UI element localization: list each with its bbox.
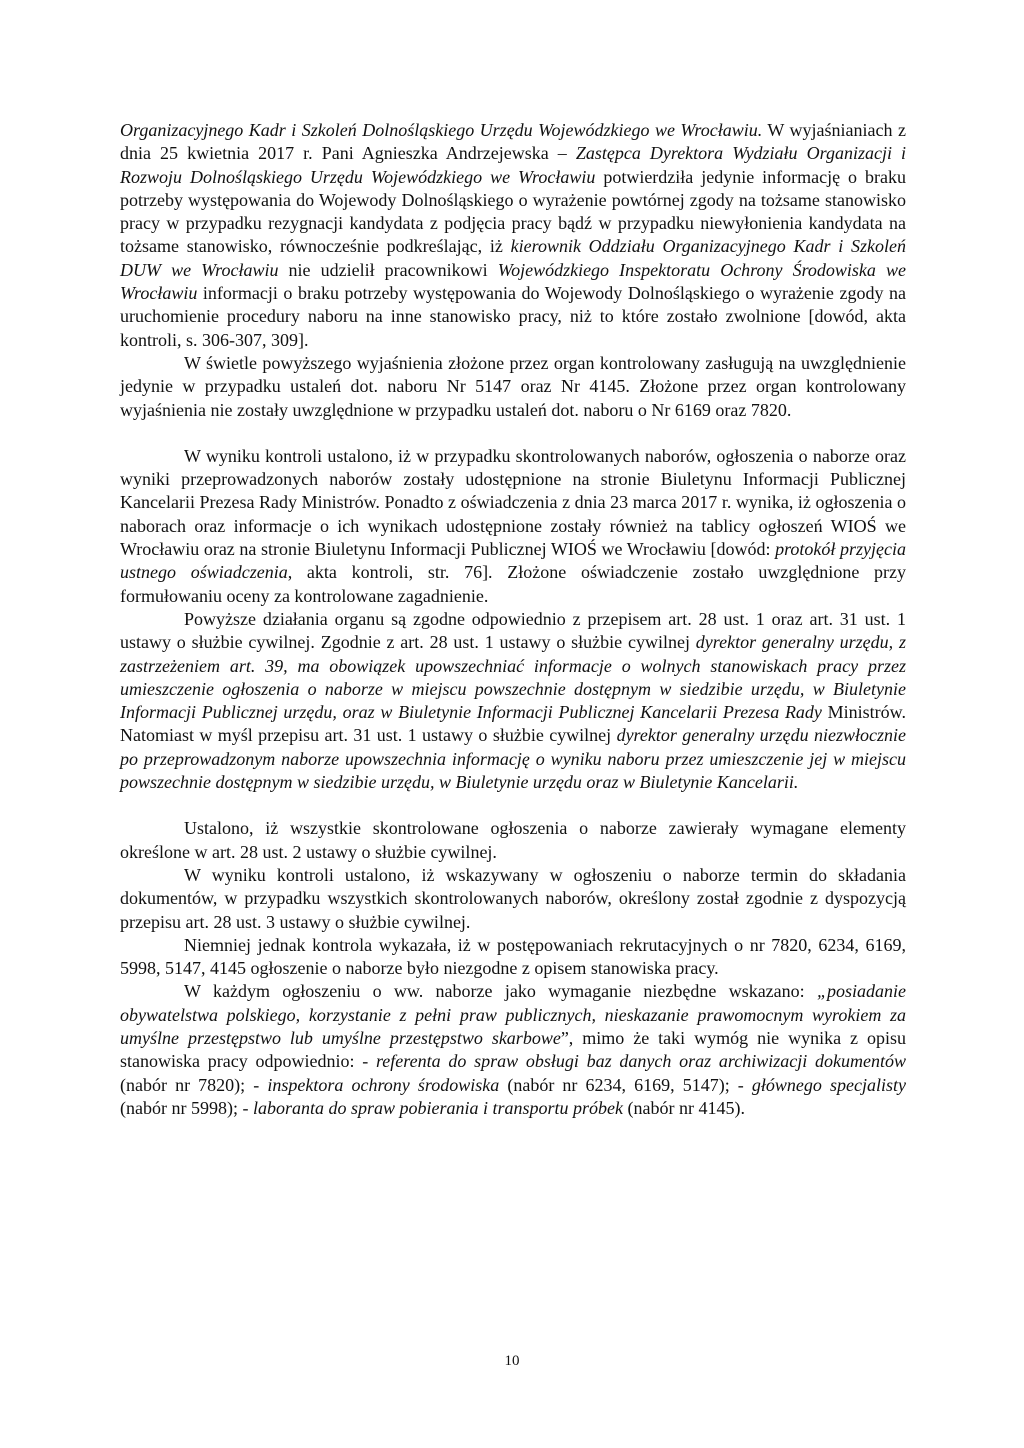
page-number: 10 xyxy=(504,1353,520,1369)
text-span: (nabór nr 5998); - xyxy=(120,1097,253,1118)
text-span: (nabór nr 6234, 6169, 5147); - xyxy=(499,1074,752,1095)
text-span: Niemniej jednak kontrola wykazała, iż w postępowaniach rekrutacyjnych o nr 7820, 6234, 6169, 5998, 5147, 4145 ogłoszenie o naborze było niezgodne z opisem stanowiska pracy. xyxy=(120,934,906,979)
text-span: , akta kontroli, str. 76]. Złożone oświadczenie zostało uwzględnione przy formułowaniu oceny za kontrolowane zagadnienie. xyxy=(120,562,907,606)
document-body xyxy=(120,119,906,1120)
paragraph-explanations-assessment xyxy=(120,352,906,422)
paragraph-bip-publication xyxy=(120,445,906,608)
text-span: W każdym ogłoszeniu o ww. naborze jako wymaganie niezbędne wskazano: xyxy=(184,981,817,1002)
italic-span: protokół przyjęcia ustnego oświadczenia xyxy=(120,539,906,583)
italic-span: „posiadanie obywatelstwa polskiego, korzystanie z pełni praw publicznych, nieskazanie prawomocnym wyrokiem za umyślne przestępstwo lub umyślne przestępstwo skarbowe xyxy=(120,981,906,1048)
italic-span: dyrektor generalny urzędu, z zastrzeżeniem art. 39, ma obowiązek upowszechniać informacje o wolnych stanowiskach pracy przez umieszczenie ogłoszenia o naborze w miejscu powszechnie dostępnym w siedzibie urzędu, w Biuletynie Informacji Publicznej urzędu, oraz w Biuletynie Informacji Publicznej Kancelarii Prezesa Rady xyxy=(120,632,906,723)
italic-span: kierownik Oddziału Organizacyjnego Kadr i Szkoleń DUW we Wrocławiu xyxy=(120,236,906,280)
text-span: ”, mimo że taki wymóg nie wynika z opisu stanowiska pracy odpowiednio: - xyxy=(120,1027,906,1072)
text-span: W wyniku kontroli ustalono, iż w przypadku skontrolowanych naborów, ogłoszenia o naborze oraz wyniki przeprowadzonych naborów zostały udostępnione na stronie Biuletynu Informacji Publicznej Kancelarii Prezesa Rady Ministrów. Ponadto z oświadczenia z dnia 23 marca 2017 r. wynika, iż ogłoszenia o naborach oraz informacje o ich wynikach udostępnione zostały również na tablicy ogłoszeń WIOŚ we Wrocławiu oraz na stronie Biuletynu Informacji Publicznej WIOŚ we Wrocławiu [dowód: xyxy=(120,445,906,560)
text-span: W świetle powyższego wyjaśnienia złożone przez organ kontrolowany zasługują na uwzględnienie jedynie w przypadku ustaleń dot. naboru Nr 5147 oraz Nr 4145. Złożone przez organ kontrolowany wyjaśnienia nie zostały uwzględnione w przypadku ustaleń dot. naboru o Nr 6169 oraz 7820. xyxy=(120,352,906,420)
text-span: (nabór nr 7820); - xyxy=(120,1074,268,1095)
text-span: Ustalono, iż wszystkie skontrolowane ogłoszenia o naborze zawierały wymagane elementy określone w art. 28 ust. 2 ustawy o służbie cywilnej. xyxy=(120,818,906,862)
text-span: (nabór nr 4145). xyxy=(623,1097,745,1118)
paragraph-legal-basis xyxy=(120,608,906,794)
paragraph-gap xyxy=(120,422,906,445)
text-span: Ministrów. Natomiast w myśl przepisu art. 31 ust. 1 ustawy o służbie cywilnej xyxy=(120,702,906,746)
text-span: potwierdziła jedynie informację o braku potrzeby występowania do Wojewody Dolnośląskiego o wyrażenie powtórnej zgody na tożsame stanowisko pracy w przypadku rezygnacji kandydata z podjęcia pracy bądź w przypadku niewyłonienia kandydata na tożsame stanowisko, równocześnie podkreślając, iż xyxy=(120,166,906,257)
paragraph-inconsistency-finding xyxy=(120,934,906,981)
italic-span: Zastępca Dyrektora Wydziału Organizacji i Rozwoju Dolnośląskiego Urzędu Wojewódzkiego we Wrocławiu xyxy=(120,143,906,187)
paragraph-oddzial-explanation xyxy=(120,119,906,352)
paragraph-required-elements xyxy=(120,817,906,864)
italic-span: dyrektor generalny urzędu niezwłocznie po przeprowadzonym naborze upowszechnia informację o wyniku naboru przez umieszczenie jej w miejscu powszechnie dostępnym w siedzibie urzędu, w Biuletynie urzędu oraz w Biuletynie Kancelarii. xyxy=(120,725,906,793)
italic-span: Wojewódzkiego Inspektoratu Ochrony Środowiska we Wrocławiu xyxy=(120,259,906,304)
text-span: W wyjaśnianiach z dnia 25 kwietnia 2017 r. Pani Agnieszka Andrzejewska – xyxy=(120,120,906,164)
italic-span: głównego specjalisty xyxy=(751,1074,906,1095)
text-span: Powyższe działania organu są zgodne odpowiednio z przepisem art. 28 ust. 1 oraz art. 31 ust. 1 ustawy o służbie cywilnej. Zgodnie z art. 28 ust. 1 ustawy o służbie cywilnej xyxy=(120,608,906,653)
italic-span: referenta do spraw obsługi baz danych oraz archiwizacji dokumentów xyxy=(375,1051,906,1072)
text-span: W wyniku kontroli ustalono, iż wskazywany w ogłoszeniu o naborze termin do składania dokumentów, w przypadku wszystkich skontrolowanych naborów, określony został zgodnie z dyspozycją przepisu art. 28 ust. 3 ustawy o służbie cywilnej. xyxy=(120,864,906,932)
italic-span: Organizacyjnego Kadr i Szkoleń Dolnośląskiego Urzędu Wojewódzkiego we Wrocławiu. xyxy=(120,120,763,140)
paragraph-gap xyxy=(120,794,906,817)
paragraph-submission-deadline xyxy=(120,864,906,934)
paragraph-requirements-list xyxy=(120,980,906,1120)
text-span: nie udzielił pracownikowi xyxy=(278,259,498,280)
text-span: informacji o braku potrzeby występowania do Wojewody Dolnośląskiego o wyrażenie zgody na uruchomienie procedury naboru na inne stanowisko pracy, niż to które zostało zwolnione [dowód, akta kontroli, s. 306-307, 309]. xyxy=(120,283,906,350)
italic-span: laboranta do spraw pobierania i transportu próbek xyxy=(252,1097,623,1118)
italic-span: inspektora ochrony środowiska xyxy=(267,1074,500,1095)
